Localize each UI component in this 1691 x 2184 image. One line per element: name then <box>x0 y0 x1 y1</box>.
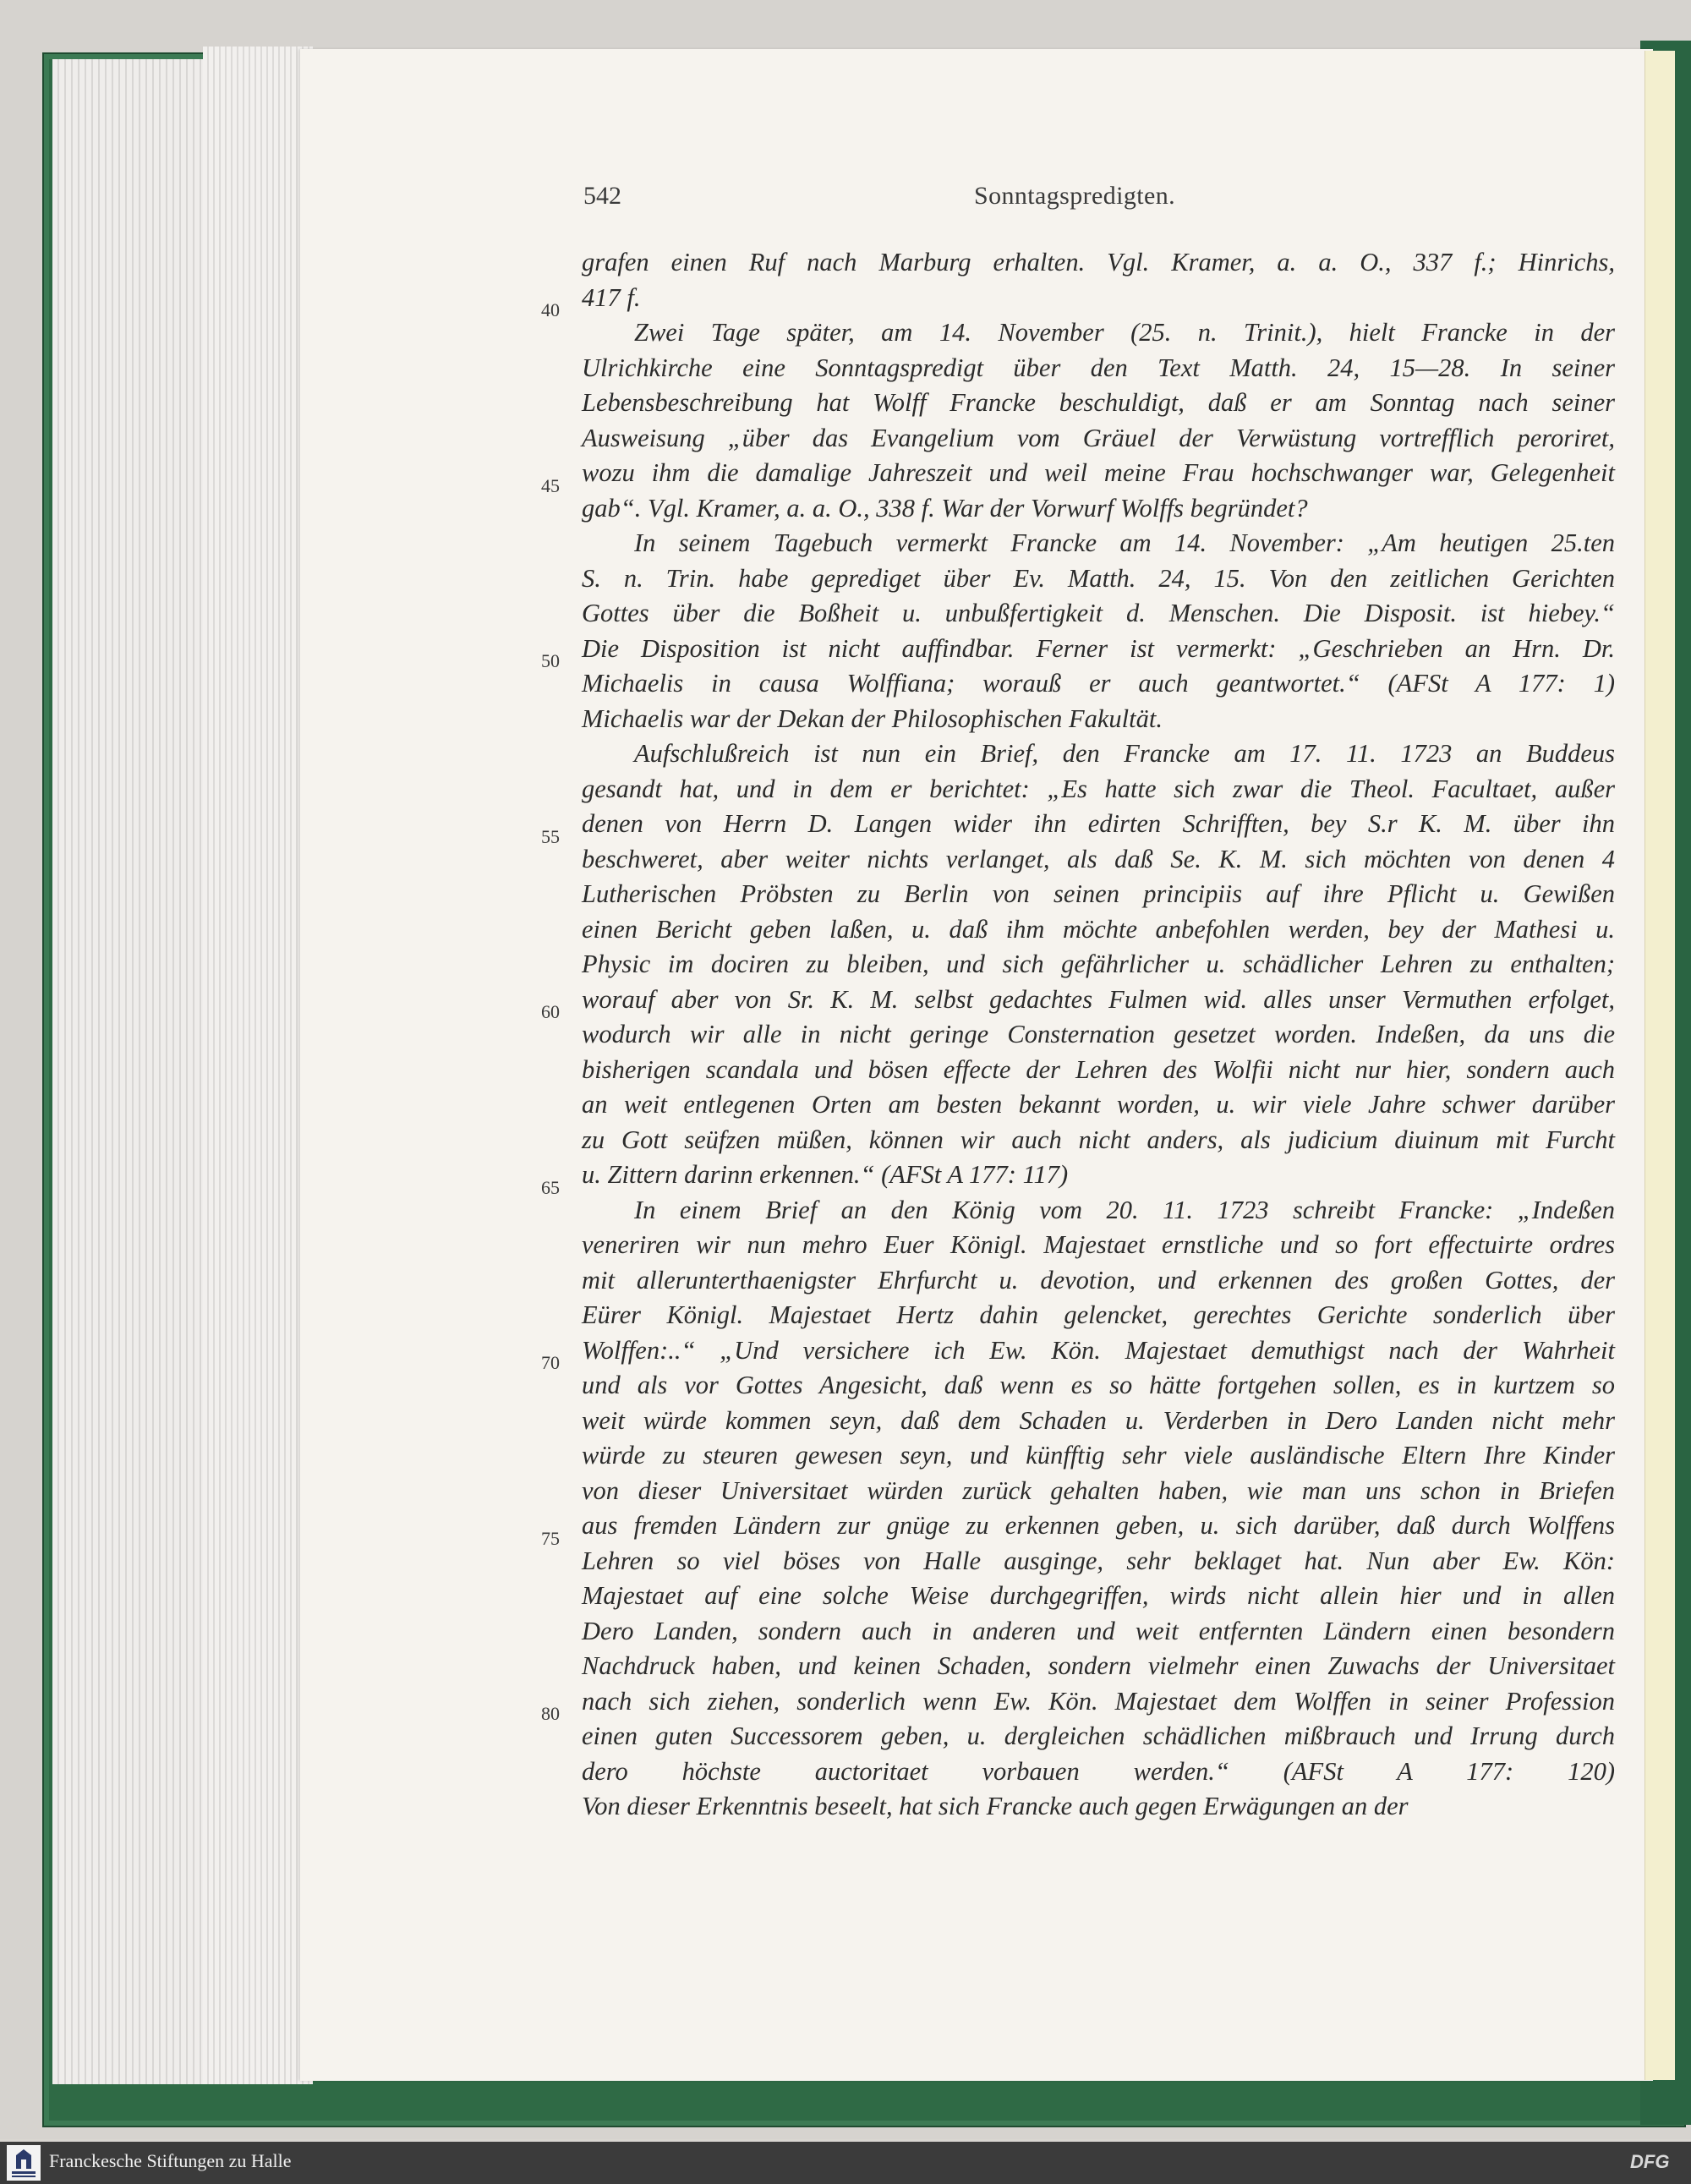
text-line: worauf aber von Sr. K. M. selbst gedachtes Fulmen wid. alles unser Vermuthen erfolget, <box>582 984 1615 1014</box>
text-line: In seinem Tagebuch vermerkt Francke am 14. November: „Am heutigen 25.ten <box>634 528 1615 557</box>
line-number: 65 <box>541 1177 560 1198</box>
institution-logo-icon[interactable] <box>7 2145 41 2181</box>
text-line: nach sich ziehen, sonderlich wenn Ew. Kön. Majestaet dem Wolffen in seiner Profession <box>582 1686 1615 1716</box>
text-line: zu Gott seüfzen müßen, können wir auch nicht anders, als judicium diuinum mit Furcht <box>582 1125 1615 1154</box>
text-line: dero höchste auctoritaet vorbauen werden.“ (AFSt A 177: 120) <box>582 1756 1615 1786</box>
text-line: Dero Landen, sondern auch in anderen und weit entfernten Ländern einen besondern <box>582 1616 1615 1645</box>
line-number: 45 <box>541 475 560 496</box>
footer-institution[interactable]: Franckesche Stiftungen zu Halle <box>49 2150 292 2171</box>
text-line: 417 f. <box>582 282 641 312</box>
text-line: u. Zittern darinn erkennen.“ (AFSt A 177: 117) <box>582 1160 1069 1189</box>
text-line: Aufschlußreich ist nun ein Brief, den Francke am 17. 11. 1723 an Buddeus <box>634 739 1615 768</box>
text-line: mit allerunterthaenigster Ehrfurcht u. devotion, und erkennen des großen Gottes, der <box>582 1265 1615 1295</box>
text-line: von dieser Universitaet würden zurück gehalten haben, wie man uns schon in Briefen <box>582 1475 1615 1505</box>
page-stack-inner <box>203 47 313 2084</box>
text-line: wozu ihm die damalige Jahreszeit und weil meine Frau hochschwanger war, Gelegenheit <box>582 458 1615 487</box>
text-line: beschweret, aber weiter nichts verlanget, als daß Se. K. M. sich möchten von denen 4 <box>582 844 1615 873</box>
text-line: Lutherischen Pröbsten zu Berlin von seinen principiis auf ihre Pflicht u. Gewißen <box>582 879 1615 908</box>
text-line: wodurch wir alle in nicht geringe Consternation gesetzet worden. Indeßen, da uns die <box>582 1020 1615 1048</box>
text-line: weit würde kommen seyn, daß dem Schaden u. Verderben in Dero Landen nicht mehr <box>582 1405 1615 1435</box>
text-line: gesandt hat, und in dem er berichtet: „Es hatte sich zwar die Theol. Facultaet, außer <box>582 774 1615 803</box>
text-line: grafen einen Ruf nach Marburg erhalten. Vgl. Kramer, a. a. O., 337 f.; Hinrichs, <box>582 248 1615 276</box>
facing-page-edge <box>1644 51 1675 2080</box>
text-line: einen guten Successorem geben, u. dergleichen schädlichen mißbrauch und Irrung durch <box>582 1721 1615 1750</box>
text-line: Zwei Tage später, am 14. November (25. n. Trinit.), hielt Francke in der <box>634 318 1615 347</box>
text-line: In einem Brief an den König vom 20. 11. 1723 schreibt Francke: „Indeßen <box>634 1195 1615 1224</box>
text-line: Gottes über die Boßheit u. unbußfertigkeit d. Menschen. Die Disposit. ist hiebey.“ <box>582 599 1615 627</box>
text-line: Nachdruck haben, und keinen Schaden, sondern vielmehr einen Zuwachs der Universitaet <box>582 1651 1615 1680</box>
line-number: 50 <box>541 650 560 671</box>
text-line: und als vor Gottes Angesicht, daß wenn es so hätte fortgehen sollen, es in kurtzem so <box>582 1371 1615 1399</box>
text-line <box>582 1825 1615 1860</box>
text-line: Lebensbeschreibung hat Wolff Francke beschuldigt, daß er am Sonntag nach seiner <box>582 388 1615 417</box>
text-line: würde zu steuren gewesen seyn, und künfftig sehr viele ausländische Eltern Ihre Kinder <box>582 1441 1615 1470</box>
line-number: 70 <box>541 1352 560 1373</box>
text-line: Von dieser Erkenntnis beseelt, hat sich Francke auch gegen Erwägungen an der <box>582 1792 1409 1820</box>
text-line: Majestaet auf eine solche Weise durchgegriffen, wirds nicht allein hier und in allen <box>582 1581 1615 1610</box>
line-number: 40 <box>541 299 560 320</box>
text-line: Michaelis war der Dekan der Philosophischen Fakultät. <box>582 703 1163 733</box>
page-number: 542 <box>583 182 621 210</box>
text-line: bisherigen scandala und bösen effecte der Lehren des Wolfii nicht nur hier, sondern auch <box>582 1054 1615 1084</box>
line-number: 60 <box>541 1001 560 1022</box>
text-line: Lehren so viel böses von Halle ausginge, sehr beklaget hat. Nun aber Ew. Kön: <box>582 1546 1615 1575</box>
text-line: denen von Herrn D. Langen wider ihn edirten Schrifften, bey S.r K. M. über ihn <box>582 809 1615 838</box>
text-line: einen Bericht geben laßen, u. daß ihm möchte anbefohlen werden, bey der Mathesi u. <box>582 914 1615 944</box>
text-line: S. n. Trin. habe geprediget über Ev. Matth. 24, 15. Von den zeitlichen Gerichten <box>582 563 1615 593</box>
line-number: 75 <box>541 1528 560 1549</box>
text-line: Die Disposition ist nicht auffindbar. Ferner ist vermerkt: „Geschrieben an Hrn. Dr. <box>582 633 1615 663</box>
text-line: gab“. Vgl. Kramer, a. a. O., 338 f. War der Vorwurf Wolffs begründet? <box>582 493 1308 523</box>
line-number: 55 <box>541 826 560 847</box>
text-line: Ausweisung „über das Evangelium vom Gräuel der Verwüstung vortrefflich peroriret, <box>582 423 1615 452</box>
running-title: Sonntagspredigten. <box>974 182 1176 210</box>
text-line: aus fremden Ländern zur gnüge zu erkennen geben, u. sich darüber, daß durch Wolffens <box>582 1511 1615 1540</box>
text-line: an weit entlegenen Orten am besten bekannt worden, u. wir viele Jahre schwer darüber <box>582 1090 1615 1119</box>
text-line: Wolffen:..“ „Und versichere ich Ew. Kön. Majestaet demuthigst nach der Wahrheit <box>582 1335 1615 1365</box>
body-text <box>582 245 1615 1859</box>
text-line: Ulrichkirche eine Sonntagspredigt über den Text Matth. 24, 15—28. In seiner <box>582 353 1615 382</box>
text-line: Eürer Königl. Majestaet Hertz dahin gelencket, gerechtes Gerichte sonderlich über <box>582 1300 1615 1329</box>
text-line: Physic im dociren zu bleiben, und sich gefährlicher u. schädlicher Lehren zu enthalten; <box>582 950 1615 978</box>
text-line: Michaelis in causa Wolffiana; worauß er auch geantwortet.“ (AFSt A 177: 1) <box>582 669 1615 698</box>
text-line: veneriren wir nun mehro Euer Königl. Majestaet ernstliche und so fort effectuirte ordres <box>582 1230 1615 1259</box>
footer-brand[interactable]: DFG <box>1630 2151 1670 2172</box>
line-number: 80 <box>541 1703 560 1724</box>
